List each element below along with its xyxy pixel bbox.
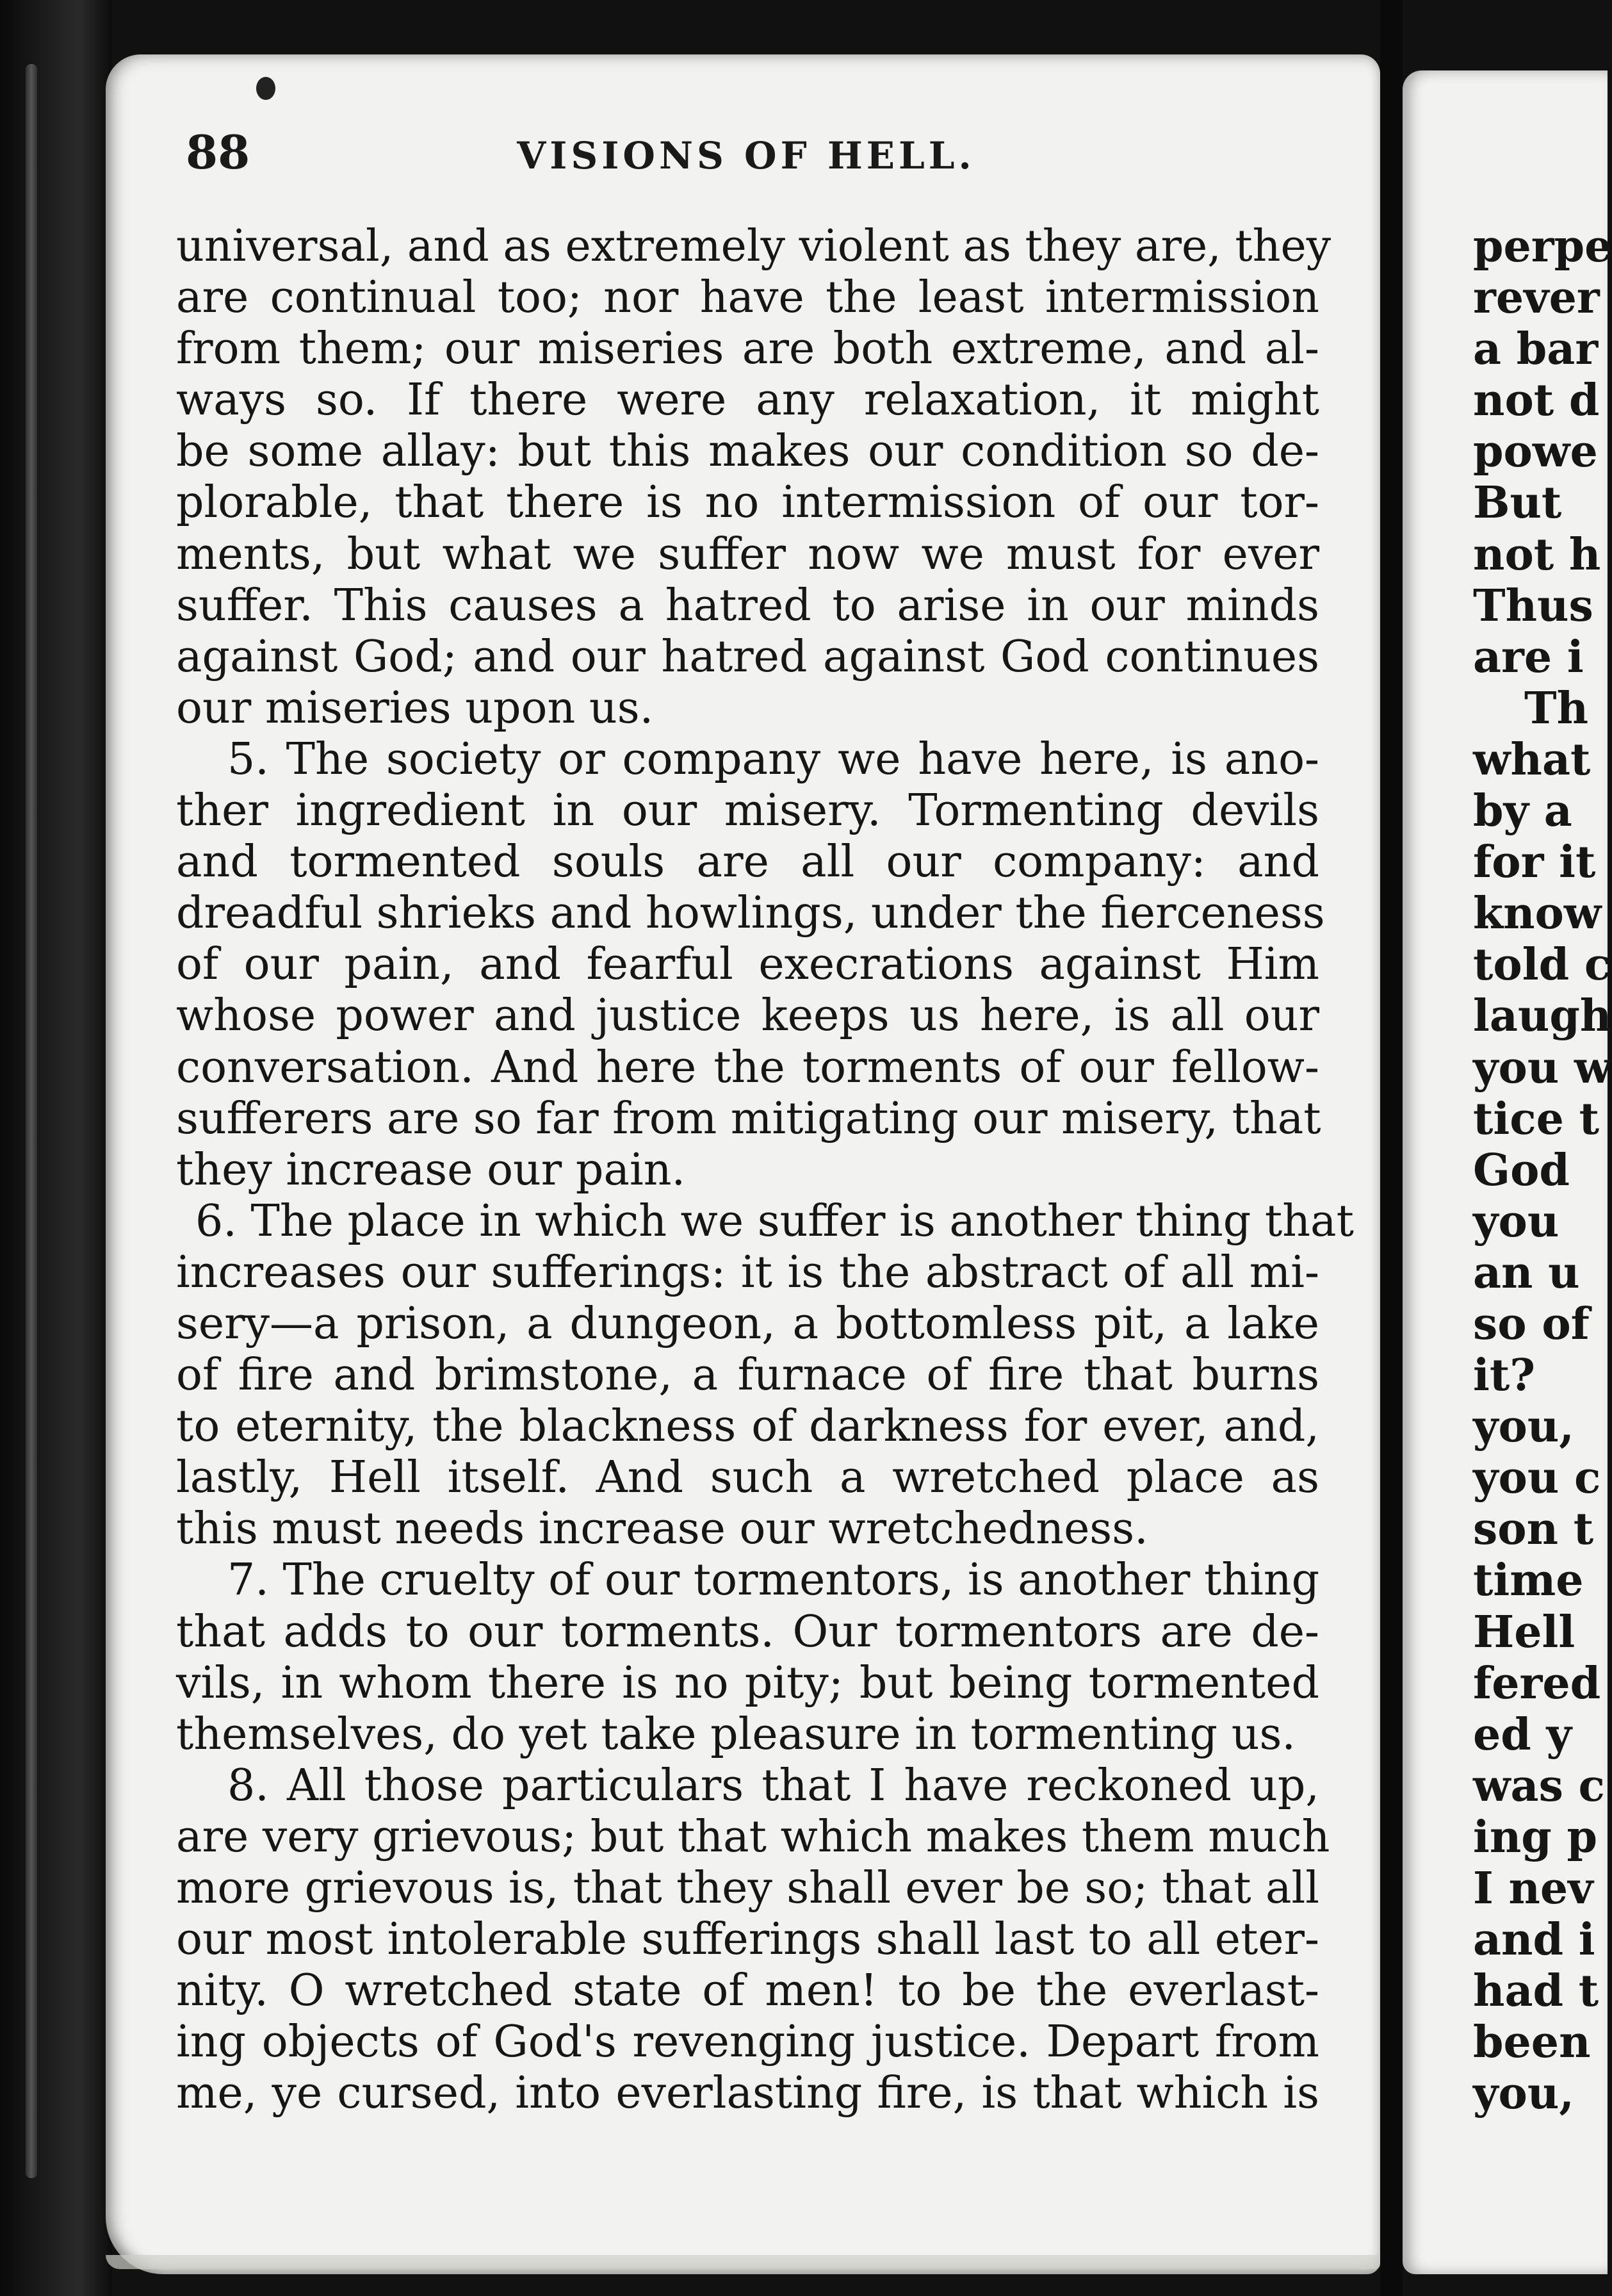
running-title: VISIONS OF HELL. — [517, 134, 975, 177]
text-line: suffer. This causes a hatred to arise in our minds — [176, 580, 1319, 631]
text-line: ways so. If there were any relaxation, it might — [176, 375, 1319, 426]
text-line: 6. The place in which we suffer is another thing that — [195, 1195, 1354, 1247]
text-line: nity. O wretched state of men! to be the everlast- — [176, 1965, 1319, 2017]
text-line: whose power and justice keeps us here, is all our — [176, 990, 1319, 1042]
text-line: Th — [1524, 682, 1589, 734]
text-line: by a — [1473, 785, 1572, 837]
text-line: vils, in whom there is no pity; but being tormented — [176, 1657, 1319, 1709]
text-line: dreadful shrieks and howlings, under the fierceness — [176, 888, 1325, 939]
text-line: laugh — [1473, 990, 1612, 1042]
text-line: But — [1473, 477, 1562, 529]
text-line: you w — [1473, 1042, 1612, 1094]
text-line: perpe — [1473, 221, 1612, 272]
page-edge — [106, 2255, 1380, 2269]
text-line: you, — [1473, 1401, 1574, 1453]
text-line: not h — [1473, 529, 1601, 580]
text-line: rever — [1473, 272, 1600, 324]
text-line: are very grievous; but that which makes them much — [176, 1811, 1330, 1862]
text-line: of fire and brimstone, a furnace of fire that burns — [176, 1350, 1319, 1401]
text-line: to eternity, the blackness of darkness for ever, and, — [176, 1401, 1319, 1452]
text-line: this must needs increase our wretchedness. — [176, 1504, 1148, 1555]
page-number: 88 — [186, 125, 250, 179]
text-line: are continual too; nor have the least intermission — [176, 272, 1319, 324]
text-line: ther ingredient in our misery. Tormenting devils — [176, 785, 1319, 837]
text-line: I nev — [1473, 1863, 1593, 1914]
text-line: sufferers are so far from mitigating our misery, that — [176, 1093, 1321, 1144]
text-line: universal, and as extremely violent as they are, they — [176, 221, 1331, 272]
text-line: know — [1473, 888, 1602, 940]
book-gutter — [1380, 0, 1403, 2296]
text-line: of our pain, and fearful execrations against Him — [176, 939, 1319, 990]
text-line: from them; our miseries are both extreme, and al- — [176, 324, 1319, 375]
text-line: time — [1473, 1555, 1584, 1607]
book-spine — [0, 0, 112, 2296]
text-line: had t — [1473, 1965, 1599, 2017]
text-line: ments, but what we suffer now we must for ever — [176, 529, 1319, 580]
text-line: son t — [1473, 1504, 1594, 1555]
text-line: you — [1473, 1195, 1559, 1247]
text-line: themselves, do yet take pleasure in tormenting us. — [176, 1709, 1296, 1760]
text-line: 7. The cruelty of our tormentors, is another thing — [227, 1555, 1320, 1606]
text-line: you c — [1473, 1452, 1601, 1504]
text-line: so of — [1473, 1298, 1590, 1350]
text-line: what — [1473, 734, 1591, 785]
text-line: ed y — [1473, 1709, 1572, 1760]
text-line: Thus — [1473, 580, 1593, 632]
text-line: an u — [1473, 1247, 1580, 1299]
text-line: lastly, Hell itself. And such a wretched place as — [176, 1452, 1319, 1504]
text-line: been — [1473, 2017, 1591, 2069]
text-line: for it — [1473, 837, 1596, 889]
text-line: our most intolerable sufferings shall last to all eter- — [176, 1914, 1319, 1965]
text-line: they increase our pain. — [176, 1144, 686, 1195]
text-line: was c — [1473, 1760, 1605, 1812]
text-line: Hell — [1473, 1606, 1575, 1658]
text-line: are i — [1473, 631, 1584, 683]
text-line: our miseries upon us. — [176, 682, 654, 734]
right-page-text — [1473, 221, 1612, 2120]
text-line: ing objects of God's revenging justice. Depart from — [176, 2017, 1319, 2068]
text-line: me, ye cursed, into everlasting fire, is that which is — [176, 2068, 1319, 2119]
text-line: increases our sufferings: it is the abstract of all mi- — [176, 1247, 1319, 1298]
text-line: God — [1473, 1144, 1570, 1196]
text-line: tice t — [1473, 1093, 1599, 1145]
text-line: and i — [1473, 1914, 1595, 1966]
text-line: ing p — [1473, 1811, 1598, 1863]
text-line: be some allay: but this makes our condition so de- — [176, 426, 1319, 477]
text-line: more grievous is, that they shall ever be so; that all — [176, 1863, 1319, 1914]
text-line: conversation. And here the torments of our fellow- — [176, 1042, 1319, 1093]
text-line: 8. All those particulars that I have reckoned up, — [227, 1760, 1319, 1811]
text-line: told c — [1473, 939, 1611, 991]
running-head — [186, 125, 1307, 195]
text-line: not d — [1473, 375, 1600, 427]
text-line: that adds to our torments. Our tormentors are de- — [176, 1606, 1319, 1657]
text-line: you, — [1473, 2068, 1574, 2120]
body-text — [176, 221, 1354, 2119]
text-line: and tormented souls are all our company: and — [176, 837, 1319, 888]
text-line: it? — [1473, 1350, 1536, 1402]
text-line: fered — [1473, 1657, 1601, 1709]
text-line: a bar — [1473, 324, 1599, 375]
text-line: powe — [1473, 426, 1598, 478]
text-line: 5. The society or company we have here, is ano- — [227, 734, 1319, 785]
text-line: against God; and our hatred against God continues — [176, 631, 1319, 682]
text-line: plorable, that there is no intermission of our tor- — [176, 477, 1319, 529]
text-line: sery—a prison, a dungeon, a bottomless pit, a lake — [176, 1298, 1319, 1349]
